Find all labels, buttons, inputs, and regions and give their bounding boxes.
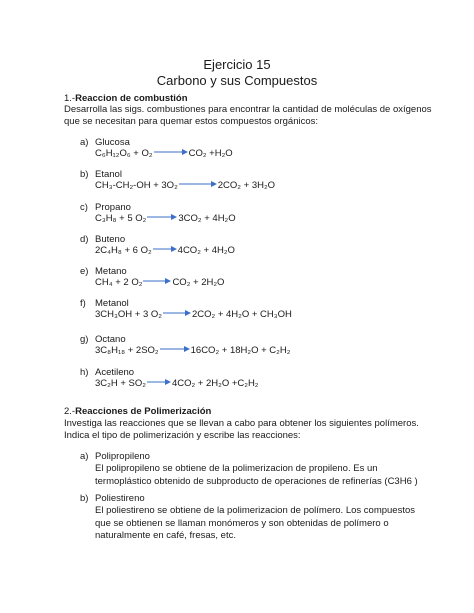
reaction-arrow-icon [179, 180, 217, 191]
reaction-letter: e) [80, 266, 89, 277]
reaction-equation [95, 180, 275, 191]
reaction-equation [95, 245, 235, 256]
page-subtitle: Carbono y sus Compuestos [156, 73, 318, 88]
reaction-letter: d) [80, 234, 89, 245]
reactants: CH₃-CH₂-OH + 3O₂ [95, 180, 178, 191]
section2-title: Reacciones de Polimerización [75, 406, 212, 417]
reaction-letter: a) [80, 137, 89, 148]
products: 3CO₂ + 4H₂O [178, 213, 236, 224]
reaction-equation [95, 378, 259, 389]
reaction-arrow-icon [154, 148, 188, 159]
reaction-letter: f) [80, 298, 86, 309]
products: 2CO₂ + 3H₂O [217, 180, 276, 191]
compound-name: Metano [95, 266, 127, 277]
polymer-name: Polipropileno [95, 451, 150, 462]
section1-intro-2: que se necesitan para quemar estos compuestos orgánicos: [64, 116, 319, 127]
polymer-letter: b) [80, 493, 89, 504]
reaction-arrow-icon [147, 378, 171, 389]
reactants: 2C₄H₈ + 6 O₂ [95, 245, 152, 256]
reactants: 3C₈H₁₈ + 2SO₂ [95, 345, 159, 356]
polymer-letter: a) [80, 451, 89, 462]
products: 2CO₂ + 4H₂O + CH₃OH [191, 309, 292, 320]
section1-title: Reaccion de combustión [75, 93, 188, 104]
reaction-arrow-icon [143, 277, 171, 288]
products: 16CO₂ + 18H₂O + C₂H₂ [190, 345, 291, 356]
section2-number: 2.- [64, 406, 76, 417]
polymer-description-line: El polipropileno se obtiene de la polimerizacion de propileno. Es un [95, 463, 378, 474]
section1-intro-1: Desarrolla las sigs. combustiones para encontrar la cantidad de moléculas de oxígenos [64, 104, 432, 115]
polymer-name: Poliestireno [95, 493, 145, 504]
compound-name: Etanol [95, 169, 122, 180]
section1-heading [64, 93, 188, 104]
reaction-equation [95, 309, 292, 320]
section2-intro-2: Indica el tipo de polimerización y escribe las reacciones: [64, 430, 301, 441]
reactants: 3CH₃OH + 3 O₂ [95, 309, 162, 320]
compound-name: Glucosa [95, 137, 130, 148]
reaction-arrow-icon [147, 213, 177, 224]
compound-name: Metanol [95, 298, 129, 309]
reaction-letter: c) [80, 202, 88, 213]
compound-name: Buteno [95, 234, 126, 245]
compound-name: Octano [95, 334, 126, 345]
reaction-letter: h) [80, 367, 89, 378]
reactants: C₃H₈ + 5 O₂ [95, 213, 147, 224]
polymer-description-line: naturalmente en café, fresas, etc. [95, 530, 236, 541]
products: 4CO₂ + 4H₂O [177, 245, 235, 256]
compound-name: Propano [95, 202, 131, 213]
reaction-arrow-icon [153, 245, 177, 256]
reaction-arrow-icon [160, 345, 190, 356]
polymer-description-line: termoplástico obtenido de subproducto de operaciones de refinerías (C3H6 ) [95, 475, 418, 487]
reaction-equation [95, 345, 290, 356]
reactants: C₆H₁₂O₆ + O₂ [95, 148, 153, 159]
polymer-description-line: El poliestireno se obtiene de la polimerizacion de polímero. Los compuestos [95, 505, 416, 516]
reaction-letter: b) [80, 169, 89, 180]
compound-name: Acetileno [95, 367, 135, 378]
page-title: Ejercicio 15 [203, 57, 271, 72]
section2-intro-1: Investiga las reacciones que se llevan a cabo para obtener los siguientes polímeros. [64, 418, 419, 429]
reaction-equation [95, 148, 233, 159]
reaction-equation [95, 277, 224, 288]
section2-heading [64, 406, 211, 417]
reaction-equation [95, 213, 236, 224]
polymer-description-line: que se obtienen se llaman monómeros y son obtenidas de polímero o [95, 517, 389, 529]
reactants: CH₄ + 2 O₂ [95, 277, 143, 288]
section1-number: 1.- [64, 93, 76, 104]
products: CO₂ +H₂O [188, 148, 233, 159]
reaction-letter: g) [80, 334, 89, 345]
reactants: 3C₂H + SO₂ [95, 378, 146, 389]
products: 4CO₂ + 2H₂O +C₂H₂ [171, 378, 259, 389]
products: CO₂ + 2H₂O [172, 277, 225, 288]
reaction-arrow-icon [163, 309, 191, 320]
